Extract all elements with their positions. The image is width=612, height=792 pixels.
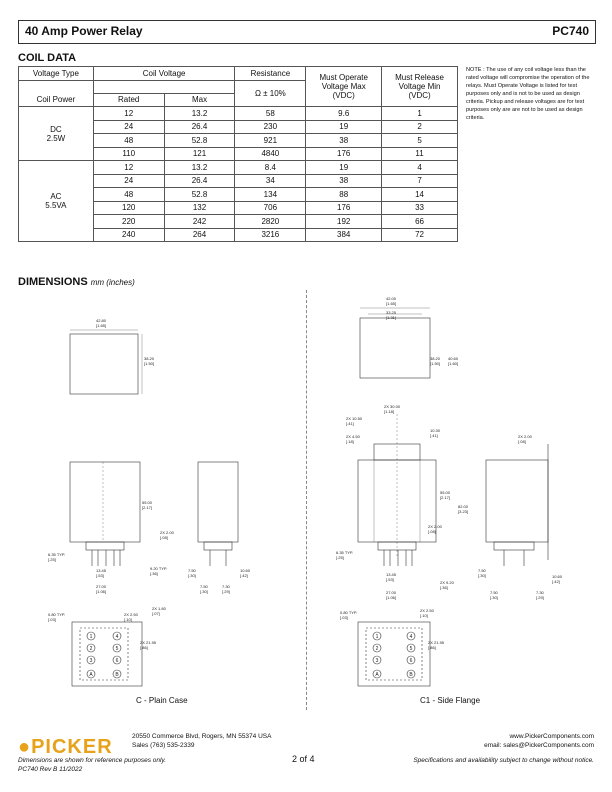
dim-right-j: 27.00 [1.06] [386,590,397,600]
coil-table-cell: 38 [306,134,382,148]
address-line-2: Sales (763) 535-2339 [132,742,195,749]
pin-label-la: A [89,672,93,678]
coil-table-cell: 52.8 [164,188,235,202]
spec-notice: Specifications and availability subject to change without notice. [413,757,594,764]
coil-voltage-header: Coil Voltage [93,67,235,81]
pin-label-l5: 5 [115,646,119,652]
coil-table-cell: 13.2 [164,107,235,121]
coil-table-cell: 220 [93,215,164,229]
coil-table-cell: 9.6 [306,107,382,121]
coil-note: NOTE : The use of any coil voltage less than the rated voltage will compromise the operation of the relays. Must Operate Voltage is listed for test purposes only and is not to be used as design criteria. Pickup and release voltages are for test purposes only are are not to be used as design criteria. [466,67,590,121]
coil-table-cell: 4 [382,161,458,175]
dimensions-title: DIMENSIONS [18,276,88,288]
coil-table-cell: 4840 [235,147,306,161]
dim-right-e: 55.00 [2.17] [440,490,451,500]
must-release-header: Must Release Voltage Min (VDC) [382,67,458,107]
footer-contact [484,732,594,750]
coil-table-cell: 1 [382,107,458,121]
pin-label-r5: 5 [409,646,413,652]
pin-label-r3: 3 [375,658,379,664]
coil-data-heading: COIL DATA [18,52,77,64]
side-flange-side-view [486,460,548,542]
disclaimer-line-2: PC740 Rev B 11/2022 [18,766,83,773]
coil-table-cell: 24 [93,120,164,134]
footer-web-link[interactable]: www.PickerComponents.com [509,733,594,740]
coil-table-cell: 33 [382,201,458,215]
coil-table-cell: 24 [93,174,164,188]
dim-right-d: 10.30 [.41] [430,428,441,438]
dim-left-b: 9.20 TYP. [.36] [150,566,168,576]
coil-table-cell: 14 [382,188,458,202]
part-number: PC740 [552,24,589,38]
coil-table-cell: 176 [306,201,382,215]
pin-label-r1: 1 [375,634,379,640]
plain-case-side-view [198,462,238,542]
dim-right-a: 2X 30.00 [1.18] [384,404,401,414]
dim-right-i: 13.45 [.53] [386,572,397,582]
plain-case-top-view [70,334,138,394]
coil-table-cell: 48 [93,188,164,202]
coil-table-cell: 706 [235,201,306,215]
coil-table-cell: 12 [93,107,164,121]
dim-left-height2: 55.00 [2.17] [142,500,153,510]
coil-table-cell: 120 [93,201,164,215]
dim-right-f: 82.00 [3.23] [458,504,469,514]
dim-left-e: 10.60 [.42] [240,568,251,578]
dim-right-o: 7.30 [.29] [536,590,544,600]
dim-left-width: 42.80 [1.65] [96,318,107,328]
dim-right-p: 0.80 TYP. [.03] [340,610,358,620]
address-line-1: 20550 Commerce Blvd, Rogers, MN 55374 USA [132,733,272,740]
coil-table-cell: 134 [235,188,306,202]
dim-right-height2: 40.60 [1.60] [448,356,459,366]
dimensions-units: mm (inches) [90,278,135,287]
coil-table-cell: 19 [306,120,382,134]
plain-case-bottom-view [72,622,142,686]
pin-label-l6: 6 [115,658,119,664]
side-flange-top-view [360,318,430,378]
coil-table-cell: 26.4 [164,120,235,134]
coil-table-cell: 19 [306,161,382,175]
coil-table-cell: 8.4 [235,161,306,175]
dim-right-g: 2X 2.00 [.08] [518,434,532,444]
dim-left-i: 2X 2.50 [.10] [124,612,138,622]
dim-left-g: 7.30 [.29] [222,584,230,594]
coil-table-cell: 921 [235,134,306,148]
coil-table-cell: 38 [306,174,382,188]
pin-label-r6: 6 [409,658,413,664]
pin-label-l2: 2 [89,646,93,652]
footer-address [132,732,271,750]
disclaimer-line-1: Dimensions are shown for reference purposes only. [18,757,167,764]
coil-table-cell: 176 [306,147,382,161]
coil-table-cell: 48 [93,134,164,148]
dim-right-l: 2X 2.00 [.08] [428,524,442,534]
side-flange-front-view [358,460,436,542]
footer-email-link[interactable]: email: sales@PickerComponents.com [484,742,594,749]
must-operate-header: Must Operate Voltage Max (VDC) [306,67,382,107]
coil-table-cell: 384 [306,228,382,242]
coil-table-cell: 13.2 [164,161,235,175]
side-flange-bottom-view [358,622,430,686]
coil-table-cell: 12 [93,161,164,175]
coil-table-cell: 88 [306,188,382,202]
pin-label-r2: 2 [375,646,379,652]
plain-case-caption: C - Plain Case [136,696,188,705]
coil-power-header: Coil Power [19,93,94,107]
pin-label-l4: 4 [115,634,119,640]
dim-left-d: 7.50 [.30] [188,568,196,578]
coil-table-cell: 192 [306,215,382,229]
dim-left-h1: 0.80 TYP. [.03] [48,612,66,622]
dim-left-c: 27.00 [1.06] [96,584,107,594]
coil-table-cell: 72 [382,228,458,242]
dim-left-j: 2X 1.80 [.07] [152,606,166,616]
dim-left-k: 2X 21.95 [.86] [140,640,157,650]
coil-table-cell: 2820 [235,215,306,229]
dim-left-height: 38.20 [1.50] [144,356,155,366]
coil-table-cell: 132 [164,201,235,215]
footer-disclaimer [18,756,166,774]
dim-right-width: 42.00 [1.65] [386,296,397,306]
pin-label-rb: B [409,672,413,678]
resistance-header: Resistance [235,67,306,81]
tolerance-header: Ω ± 10% [235,80,306,107]
coil-group-label: DC 2.5W [19,107,94,161]
coil-table-cell: 52.8 [164,134,235,148]
pin-label-l1: 1 [89,634,93,640]
rated-header: Rated [93,93,164,107]
plain-case-front-view [70,462,140,542]
dim-left-pin: 2X 2.00 [.08] [160,530,174,540]
voltage-type-header: Voltage Type [19,67,94,81]
dim-right-n: 10.60 [.42] [552,574,563,584]
dim-right-q: 2X 2.50 [.10] [420,608,434,618]
logo-text: PICKER [31,736,113,758]
coil-table-cell: 58 [235,107,306,121]
coil-table-cell: 242 [164,215,235,229]
dim-right-m: 7.50 [.30] [478,568,486,578]
coil-table-cell: 3216 [235,228,306,242]
side-flange-caption: C1 - Side Flange [420,696,481,705]
dim-right-k: 2X 9.20 [.36] [440,580,454,590]
logo-mark-icon: ● [18,736,32,758]
coil-table-cell: 121 [164,147,235,161]
dim-right-height: 38.20 [1.50] [430,356,441,366]
max-header: Max [164,93,235,107]
coil-table-cell: 11 [382,147,458,161]
coil-table-cell: 7 [382,174,458,188]
coil-table-cell: 230 [235,120,306,134]
dim-left-f: 7.50 [.30] [200,584,208,594]
dim-right-width2: 33.25 [1.31] [386,310,397,320]
dim-right-typ: 6.35 TYP. [.25] [336,550,354,560]
dim-right-r: 2X 21.95 [.86] [428,640,445,650]
coil-table-cell: 66 [382,215,458,229]
coil-table-cell: 2 [382,120,458,134]
coil-table-cell: 26.4 [164,174,235,188]
pin-label-l3: 3 [89,658,93,664]
pin-label-lb: B [115,672,119,678]
coil-table-cell: 110 [93,147,164,161]
coil-table-cell: 34 [235,174,306,188]
dim-left-typ: 6.35 TYP. [.25] [48,552,66,562]
dim-right-b: 2X 10.50 [.41] [346,416,363,426]
pin-label-ra: A [375,672,379,678]
product-title: 40 Amp Power Relay [25,24,143,38]
coil-table-cell: 264 [164,228,235,242]
coil-group-label: AC 5.5VA [19,161,94,242]
pin-label-r4: 4 [409,634,413,640]
coil-table-cell: 5 [382,134,458,148]
dim-right-m2: 7.50 [.30] [490,590,498,600]
dim-right-c: 2X 4.50 [.18] [346,434,360,444]
dim-left-a: 13.45 [.53] [96,568,107,578]
coil-table-cell: 240 [93,228,164,242]
page-number: 2 of 4 [292,754,315,764]
